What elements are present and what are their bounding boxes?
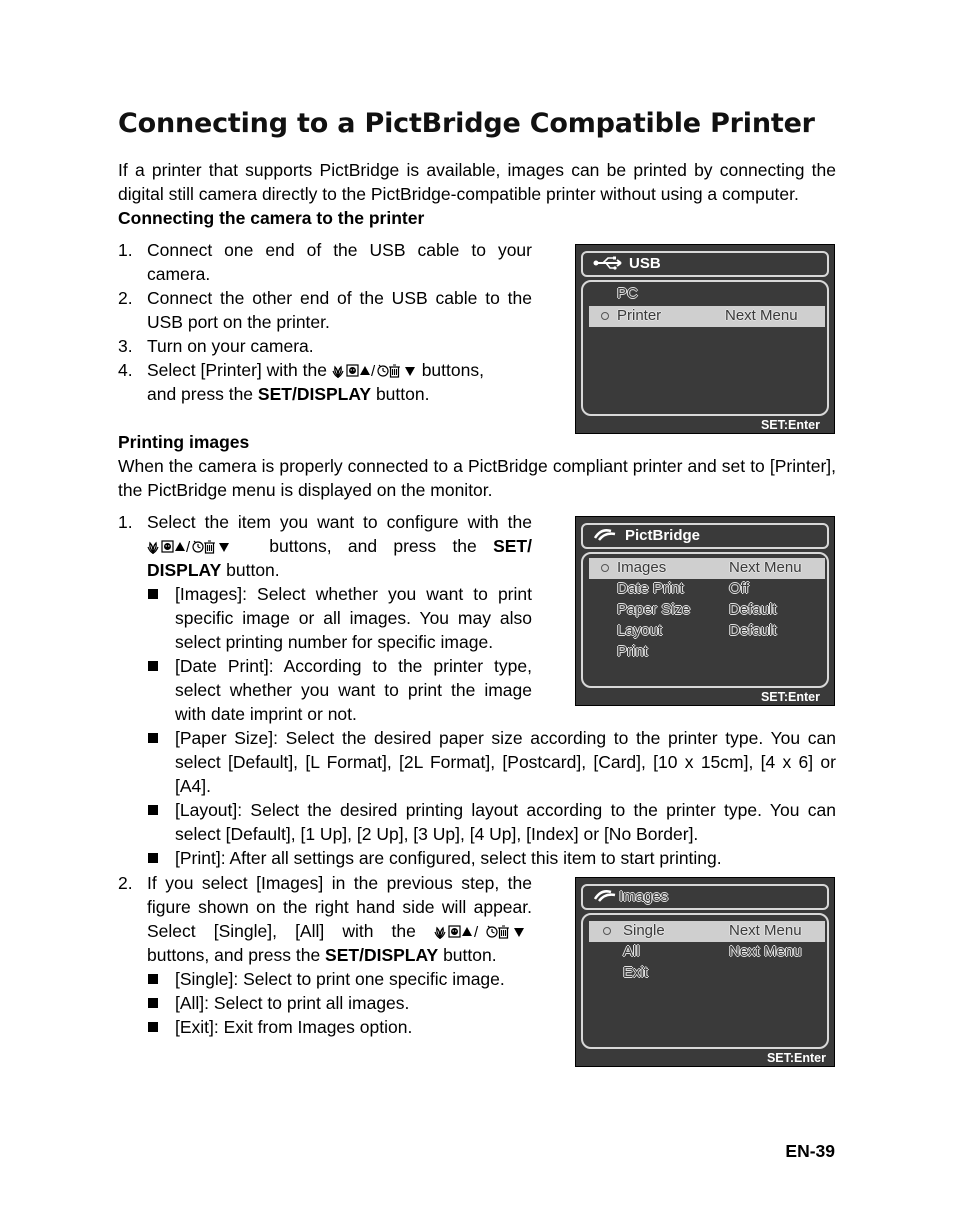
screen-footer: SET:Enter: [760, 690, 820, 704]
connect-steps-list: [118, 238, 532, 406]
menu-row-selected: Images Next Menu: [589, 558, 825, 579]
usb-icon: [593, 256, 627, 274]
menu-row: Date Print Off: [617, 580, 749, 597]
intro-paragraph: If a printer that supports PictBridge is available, images can be printed by connecting the digital still camera directly to the PictBridge-compatible printer without using a computer.: [118, 160, 836, 204]
section-heading-connecting: Connecting the camera to the printer: [118, 208, 425, 228]
menu-row-selected: Printer Next Menu: [589, 306, 825, 327]
bullet-item: [Images]: Select whether you want to print specific image or all images. You may also select printing number for specific image.: [118, 582, 532, 654]
images-menu-screen: [575, 877, 835, 1067]
bullet-item: [Date Print]: According to the printer type, select whether you want to print the image with date imprint or not.: [118, 654, 532, 726]
list-item: 2. Connect the other end of the USB cable to the USB port on the printer.: [118, 288, 532, 332]
svg-text:/: /: [186, 539, 191, 555]
menu-row: Paper Size Default: [617, 601, 777, 618]
bullet-item: [Single]: Select to print one specific image.: [118, 967, 532, 991]
screen-title: USB: [629, 255, 661, 272]
nav-buttons-icon: [434, 919, 532, 943]
menu-row: Print: [617, 643, 648, 660]
list-item: 1. Connect one end of the USB cable to your camera.: [118, 240, 532, 284]
printing-step-1-bullets-wide: [118, 726, 836, 870]
menu-row: PC: [617, 285, 638, 302]
selection-dot-icon: [603, 927, 611, 935]
nav-buttons-icon: [147, 534, 253, 558]
screen-footer: SET:Enter: [766, 1051, 826, 1065]
page-title: Connecting to a PictBridge Compatible Printer: [118, 108, 815, 139]
pictbridge-menu-screen: [575, 516, 835, 706]
menu-row: All Next Menu: [623, 943, 802, 960]
usb-menu-screen: [575, 244, 835, 434]
svg-text:/: /: [474, 924, 479, 940]
list-item: 3. Turn on your camera.: [118, 336, 314, 356]
bullet-item: [Exit]: Exit from Images option.: [118, 1015, 532, 1039]
pictbridge-icon: [593, 889, 617, 907]
printing-step-1: [118, 510, 532, 726]
bullet-item: [Paper Size]: Select the desired paper size according to the printer type. You can select [Default], [L Format], [2L Format], [Postcard], [Card], [10 x 15cm], [4 x 6] or [A4].: [118, 726, 836, 798]
pictbridge-icon: [593, 528, 617, 546]
nav-buttons-icon: [332, 358, 417, 382]
screen-title: PictBridge: [625, 527, 701, 544]
page-number: EN-39: [785, 1141, 835, 1161]
list-item: 4. Select [Printer] with the / buttons, and press the SET/DISPLAY button.: [118, 360, 484, 404]
screen-footer: SET:Enter: [760, 418, 820, 432]
section-heading-printing: Printing images: [118, 432, 250, 452]
selection-dot-icon: [601, 312, 609, 320]
printing-paragraph: When the camera is properly connected to a PictBridge compliant printer and set to [Printer], the PictBridge menu is displayed on the monitor.: [118, 456, 836, 500]
menu-row: Layout Default: [617, 622, 777, 639]
svg-text:/: /: [370, 363, 375, 379]
bullet-item: [All]: Select to print all images.: [118, 991, 532, 1015]
menu-row-selected: Single Next Menu: [589, 921, 825, 942]
selection-dot-icon: [601, 564, 609, 572]
printing-step-2: [118, 871, 532, 1039]
list-item: 2. If you select [Images] in the previous step, the figure shown on the right hand side will appear. Select [Single], [All] with the / buttons, and press the SET/DISPLAY button.: [118, 873, 532, 965]
list-item: 1. Select the item you want to configure with the / buttons, and press the SET/ DISPLAY button.: [118, 512, 532, 580]
menu-row: Exit: [623, 964, 649, 981]
screen-title: Images: [619, 888, 669, 905]
bullet-item: [Layout]: Select the desired printing layout according to the printer type. You can select [Default], [1 Up], [2 Up], [3 Up], [4 Up], [Index] or [No Border].: [118, 798, 836, 846]
bullet-item: [Print]: After all settings are configured, select this item to start printing.: [118, 846, 836, 870]
